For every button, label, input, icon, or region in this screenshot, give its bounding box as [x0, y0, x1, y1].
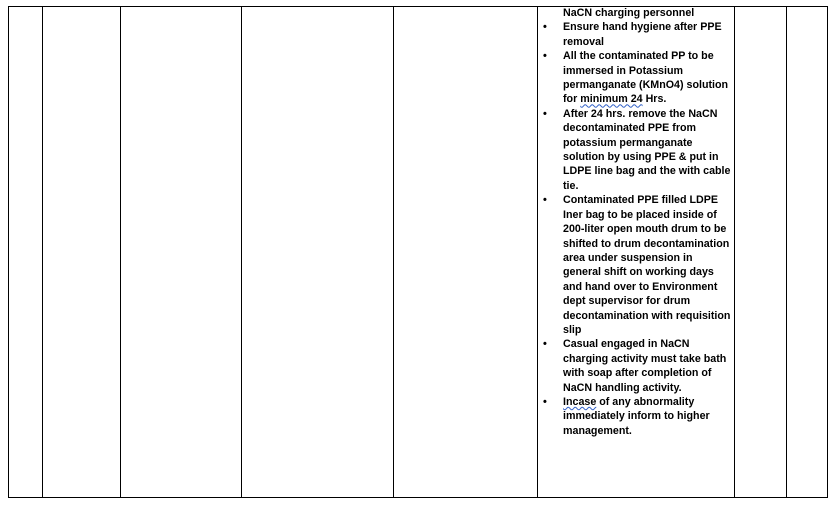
list-item [541, 395, 731, 438]
list-item [541, 107, 731, 193]
spellcheck-underlined-text: Incase [563, 395, 597, 408]
table-column-divider [120, 6, 121, 498]
bullet-text: Ensure hand hygiene after PPE removal [563, 21, 722, 48]
list-item [541, 193, 731, 337]
list-item [541, 20, 731, 49]
table-cell-procedure [541, 6, 731, 438]
bullet-text: Contaminated PPE filled LDPE Iner bag to be placed inside of 200-liter open mouth drum to be shifted to drum decontamination area under suspension in general shift on working days and hand over to Environment dept supervisor for drum decontamination with requisition slip [563, 194, 731, 336]
bullet-text: Casual engaged in NaCN charging activity must take bath with soap after completion of NaCN handling activity. [563, 338, 727, 394]
bullet-text: of any abnormality immediately inform to higher management. [563, 395, 710, 437]
bullet-text-after: Hrs. [642, 93, 667, 106]
table-column-divider [241, 6, 242, 498]
table-column-divider [537, 6, 538, 498]
table-column-divider [734, 6, 735, 498]
list-item [541, 337, 731, 395]
table-column-divider [786, 6, 787, 498]
table-column-divider [42, 6, 43, 498]
procedure-bullet-list [541, 20, 731, 438]
continued-line: NaCN charging personnel [563, 7, 695, 19]
bullet-text: All the contaminated PP to be immersed in Potassium permanganate (KMnO4) solution for [563, 50, 729, 106]
bullet-text: After 24 hrs. remove the NaCN decontaminated PPE from potassium permanganate solution by using PPE & put in LDPE line bag and the with cable tie. [563, 107, 731, 192]
table-column-divider [393, 6, 394, 498]
list-item [541, 49, 731, 107]
spellcheck-underlined-text: minimum 24 [580, 93, 643, 106]
